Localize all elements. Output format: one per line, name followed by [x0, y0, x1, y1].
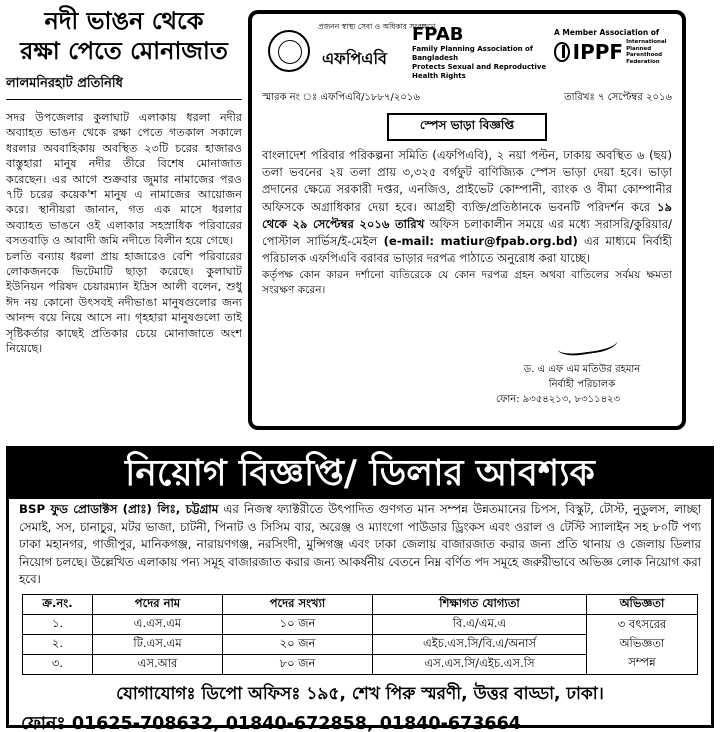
ippf-membership	[554, 28, 672, 65]
notice-body-text: এর মাধ্যমে নির্বাহী পরিচালক এফপিএবি বরাবর ভাড়ার দরপত্র পাঠাতে অনুরোধ করা যাচ্ছে।	[262, 234, 672, 266]
signatory	[496, 362, 668, 407]
ad-text	[9, 499, 711, 589]
ippf-row	[554, 39, 672, 65]
notice-body-text: অফিস চলাকালীন সময়ে এর মধ্যে সরাসরি/কুরিয়ার/পোস্টাল সার্ভিস/ই-মেইল	[262, 216, 672, 249]
notice-body-text: বাংলাদেশ পরিবার পরিকল্পনা সমিতি (এফপিএবি), ২ নয়া পল্টন, ঢাকায় অবস্থিত ৬ (ছয়) তলা ভবনের ২য় তলা প্রায় ৩,৩২৫ বর্গফুট বাণিজ্যিক স্পেস ভাড়া দেয়া হবে। ভাড়া প্রদানের ক্ষেত্রে সরকারী দপ্তর, এনজিও, প্রাইভেট কোম্পানী, ব্যাংক ও বীমা কোম্পানীর অফিসকে অগ্রাধিকার দেয়া হবে। আগ্রহী ব্যক্তি/প্রতিষ্ঠানকে ভবনটি পরিদর্শন করে	[262, 148, 672, 214]
notice-dates-highlight: ১৯ থেকে ২৯ সেপ্টেম্বর ২০১৬ তারিখ	[262, 199, 672, 231]
notice-disclaimer: কর্তৃপক্ষ কোন কারন দর্শানো ব্যতিরেকে যে কোন দরপত্র গ্রহন অথবা বাতিলের সর্বময় ক্ষমতা সংরক্ষণ করেন।	[262, 269, 672, 297]
news-body	[6, 110, 242, 357]
notice-header	[262, 20, 672, 92]
ippf-logo-icon	[554, 42, 570, 62]
reference-line	[262, 90, 672, 107]
news-headline-line1: নদী ভাঙন থেকে	[44, 6, 204, 35]
news-paragraph: চলতি বন্যায় ধরলা প্রায় হাজারেও বেশি পরিবারের লোকজনকে ভিটেমাটি ছাড়া করেছে। কুলাঘাট ইউনিয়ন পরিষদ চেয়ারম্যান ইদ্রিস আলী বলেন, শুধু ঈদ নয় কোনো উৎসবই নদীভাঙা মানুষগুলোর জন্য আনন্দ বয়ে নিয়ে আসে না। গৃহহারা মানুষগুলো তাই সৃষ্টিকর্তার কাছেই প্রতিকার চেয়ে মোনাজাতে অংশ নিয়েছে।	[6, 249, 242, 356]
positions-table	[22, 594, 698, 675]
table-cell: টি.এস.এম	[93, 634, 223, 654]
ippf-name: IPPF	[572, 40, 624, 64]
member-label: A Member Association of	[554, 28, 660, 37]
experience-cell	[587, 614, 698, 674]
ippf-subtitle-3: Federation	[626, 58, 660, 65]
table-cell: ২০ জন	[223, 634, 373, 654]
ad-banner: নিয়োগ বিজ্ঞপ্তি/ ডিলার আবশ্যক	[9, 449, 711, 499]
notice-title: স্পেস ভাড়া বিজ্ঞপ্তি	[387, 113, 547, 141]
experience-line-2: অভিজ্ঞতা	[619, 635, 665, 650]
notice-date: তারিখঃ ৭ সেপ্টেম্বর ২০১৬	[564, 92, 672, 103]
news-byline: লালমনিরহাট প্রতিনিধি	[6, 74, 242, 100]
space-rent-notice	[248, 10, 686, 430]
ippf-subtitle	[626, 39, 672, 65]
table-cell: এ.এস.এম	[93, 614, 223, 634]
fpab-block	[412, 24, 562, 81]
fpab-subtitle-1: Family Planning Association of Bangladesh	[412, 45, 533, 62]
table-cell: এইচ.এস.সি/বি.এ/অনার্স	[373, 634, 587, 654]
table-header: ক্র.নং.	[23, 594, 93, 614]
table-cell: ৩.	[23, 654, 93, 674]
signatory-title: নির্বাহী পরিচালক	[548, 379, 616, 390]
ad-description: এর নিজস্ব ফ্যাক্টরীতে উৎপাদিত গুণগত মান সম্পন্ন উন্নতমানের চিপস, বিস্কুট, টোস্ট, নুডুলস, লাচ্ছা সেমাই, সস, চানাচুর, মটর ভাজা, চাটনী, পিনাট ও সিসিম বার, অরেঞ্জ ও ম্যাংগো পাউডার ড্রিংকস এবং ওরাল ও টেস্টি স্যালাইন সহ ৮০টি পণ্য ঢাকা মহানগর, গাজীপুর, মানিকগঞ্জ, নারায়ণগঞ্জ, নরসিংদী, মুন্সিগঞ্জ এবং ঢাকা জেলায় বাজারজাত করার জন্য প্রতি থানায় ও জেলায় ডিলার নিয়োগ চলছে। উল্লেখিত এলাকায় পন্য সমূহ বাজারজাত করার জন্য আকর্ষনীয় বেতনে নিম্ন বর্ণিত পদ সমূহে জরুরীভাবে অভিজ্ঞ লোক নিয়োগ করা হবে।	[19, 502, 701, 587]
news-article	[6, 6, 242, 426]
ad-contact-phones: ফোনঃ 01625-708632, 01840-672858, 01840-673664	[21, 713, 521, 732]
table-header: শিক্ষাগত যোগ্যতা	[373, 594, 587, 614]
table-cell: এস.এস.সি/এইচ.এস.সি	[373, 654, 587, 674]
notice-body	[262, 147, 672, 267]
table-cell: ২.	[23, 634, 93, 654]
signatory-name: ড. এ এফ এম মতিউর রহমান	[523, 364, 641, 375]
ippf-subtitle-1: International	[626, 39, 667, 45]
table-cell: বি.এ/এম.এ	[373, 614, 587, 634]
experience-line-1: ৩ বৎসরের	[617, 616, 667, 631]
ad-contact-address: যোগাযোগঃ ডিপো অফিসঃ ১৯৫, শেখ পিরু স্মরণী, উত্তর বাড্ডা, ঢাকা।	[116, 683, 604, 704]
org-name-bn: এফপিএবি	[322, 49, 387, 68]
recruitment-ad	[6, 446, 714, 732]
fpab-subtitle-2: Protects Sexual and Reproductive Health Rights	[412, 63, 547, 80]
ad-company: BSP ফুড প্রোডাক্টস (প্রাঃ) লিঃ, চট্টগ্রাম	[19, 502, 219, 516]
table-header: পদের নাম	[93, 594, 223, 614]
news-headline	[6, 6, 242, 66]
table-cell: এস.আর	[93, 654, 223, 674]
table-header-row	[23, 594, 698, 614]
signatory-phone: ফোন: ৯৩৫৪২১৩, ৮৩১১৪২৩	[496, 394, 621, 405]
ippf-subtitle-2: Planned Parenthood	[626, 45, 663, 58]
reference-number: স্মারক নং ঃ এফপিএবি/১৮৮৭/২০১৬	[262, 92, 420, 103]
table-header: পদের সংখ্যা	[223, 594, 373, 614]
table-cell: ১০ জন	[223, 614, 373, 634]
fpab-name: FPAB	[412, 24, 464, 45]
seal-caption: প্রজনন স্বাস্থ্য সেবা ও অধিকার সংরক্ষণে	[318, 22, 436, 31]
table-row	[23, 614, 698, 634]
notice-email: (e-mail: matiur@fpab.org.bd)	[383, 234, 578, 249]
news-paragraph: সদর উপজেলার কুলাঘাট এলাকায় ধরলা নদীর অব্যাহত ভাঙন থেকে রক্ষা পেতে গতকাল সকালে ধরলার অববাহিকায় অবস্থিত ২৩টি চরের হাজারও বাস্তুহারা মানুষ নদীর তীরে বিশেষ মোনাজাত করেছেন। এর আগে শুক্রবার জুমার নামাজের পরও ৭টি চরের কয়েক'শ মানুষ এ নামাজের আয়োজন করে। স্থানীয়রা জানান, গত এক মাসে ধরলার অব্যাহত ভাঙনে ওই এলাকার সহস্রাধিক পরিবারের বসতবাড়ি ও আবাদী জমি নদীতে বিলীন হয়ে গেছে।	[6, 111, 242, 248]
signature-mark	[556, 328, 618, 358]
news-headline-line2: রক্ষা পেতে মোনাজাত	[20, 36, 228, 65]
table-header: অভিজ্ঞতা	[587, 594, 698, 614]
experience-line-3: সম্পন্ন	[628, 654, 656, 669]
table-cell: ৮০ জন	[223, 654, 373, 674]
fpab-seal-icon	[268, 30, 310, 72]
table-cell: ১.	[23, 614, 93, 634]
